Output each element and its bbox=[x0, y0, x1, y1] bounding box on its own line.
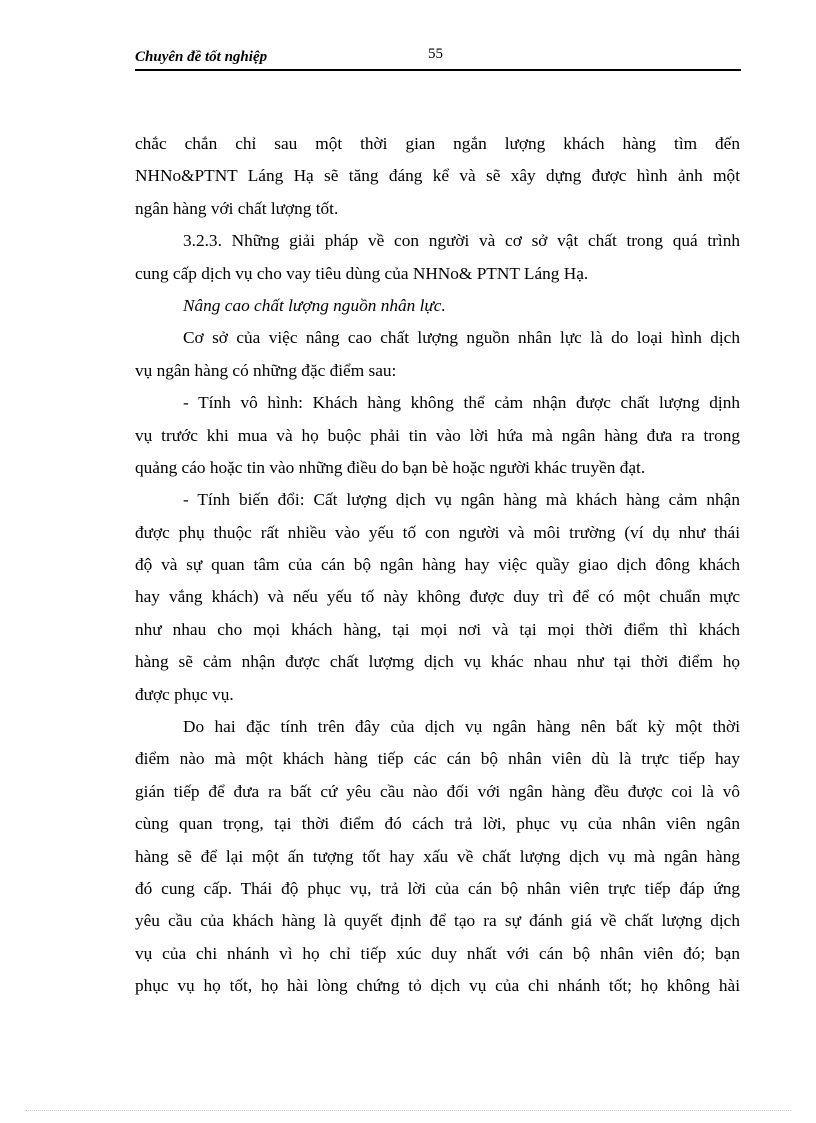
text-line: được phụ thuộc rất nhiều vào yếu tố con người và môi trường (ví dụ như thái bbox=[135, 522, 740, 542]
text-line: vụ trước khi mua và họ buộc phải tin vào lời hứa mà ngân hàng đưa ra trong bbox=[135, 425, 740, 445]
text-line: được phục vụ. bbox=[135, 684, 234, 704]
header-rule bbox=[135, 69, 741, 71]
text-line: - Tính vô hình: Khách hàng không thể cảm nhận được chất lượng dịnh bbox=[183, 393, 740, 413]
text-line: quảng cáo hoặc tin vào những điều do bạn bè hoặc người khác truyền đạt. bbox=[135, 457, 646, 477]
text-line: vụ của chi nhánh vì họ chỉ tiếp xúc duy nhất với cán bộ nhân viên đó; bạn bbox=[135, 943, 740, 963]
text-line: Nâng cao chất lượng nguồn nhân lực. bbox=[183, 295, 446, 315]
text-line: - Tính biến đổi: Cất lượng dịch vụ ngân hàng mà khách hàng cảm nhận bbox=[183, 490, 740, 510]
text-line: hàng sẽ cảm nhận được chất lượmg dịch vụ khác nhau như tại thời điểm họ bbox=[135, 652, 740, 672]
text-line: ngân hàng với chất lượng tốt. bbox=[135, 198, 339, 218]
text-line: Do hai đặc tính trên đây của dịch vụ ngân hàng nên bất kỳ một thời bbox=[183, 717, 740, 737]
text-line: cùng quan trọng, tại thời điểm đó cách trả lời, phục vụ của nhân viên ngân bbox=[135, 814, 740, 834]
text-line: gián tiếp để đưa ra bất cứ yêu cầu nào đối với ngân hàng đều được coi là vô bbox=[135, 781, 740, 801]
text-line: hàng sẽ để lại một ấn tượng tốt hay xấu về chất lượng dịch vụ mà ngân hàng bbox=[135, 846, 740, 866]
text-line: chắc chắn chỉ sau một thời gian ngắn lượng khách hàng tìm đến bbox=[135, 134, 740, 153]
text-line: độ và sự quan tâm của cán bộ ngân hàng hay việc quầy giao dịch đông khách bbox=[135, 555, 740, 575]
text-line: 3.2.3. Những giải pháp về con người và cơ sở vật chất trong quá trình bbox=[183, 231, 740, 251]
text-line: NHNo&PTNT Láng Hạ sẽ tăng đáng kể và sẽ xây dựng được hình ảnh một bbox=[135, 166, 740, 186]
page-number: 55 bbox=[428, 46, 443, 62]
header-title: Chuyên đề tốt nghiệp bbox=[135, 49, 268, 65]
text-line: như nhau cho mọi khách hàng, tại mọi nơi và tại mọi thời điểm thì khách bbox=[135, 619, 740, 639]
text-line: vụ ngân hàng có những đặc điểm sau: bbox=[135, 360, 397, 380]
text-line: hay vắng khách) và nếu yếu tố này không được duy trì để có một chuẩn mực bbox=[135, 587, 740, 607]
body-text bbox=[135, 128, 740, 1003]
text-line: yêu cầu của khách hàng là quyết định để tạo ra sự đánh giá về chất lượng dịch bbox=[135, 911, 740, 931]
text-line: phục vụ họ tốt, họ hài lòng chứng tỏ dịch vụ của chi nhánh tốt; họ không hài bbox=[135, 976, 740, 996]
text-line: Cơ sở của việc nâng cao chất lượng nguồn nhân lực là do loại hình dịch bbox=[183, 328, 740, 348]
page-header bbox=[135, 46, 741, 70]
text-line: đó cung cấp. Thái độ phục vụ, trả lời của cán bộ nhân viên trực tiếp đáp ứng bbox=[135, 878, 740, 898]
page-bottom-divider bbox=[25, 1110, 791, 1111]
text-line: cung cấp dịch vụ cho vay tiêu dùng của NHNo& PTNT Láng Hạ. bbox=[135, 263, 589, 283]
text-line: điểm nào mà một khách hàng tiếp các cán bộ nhân viên dù là trực tiếp hay bbox=[135, 749, 740, 769]
